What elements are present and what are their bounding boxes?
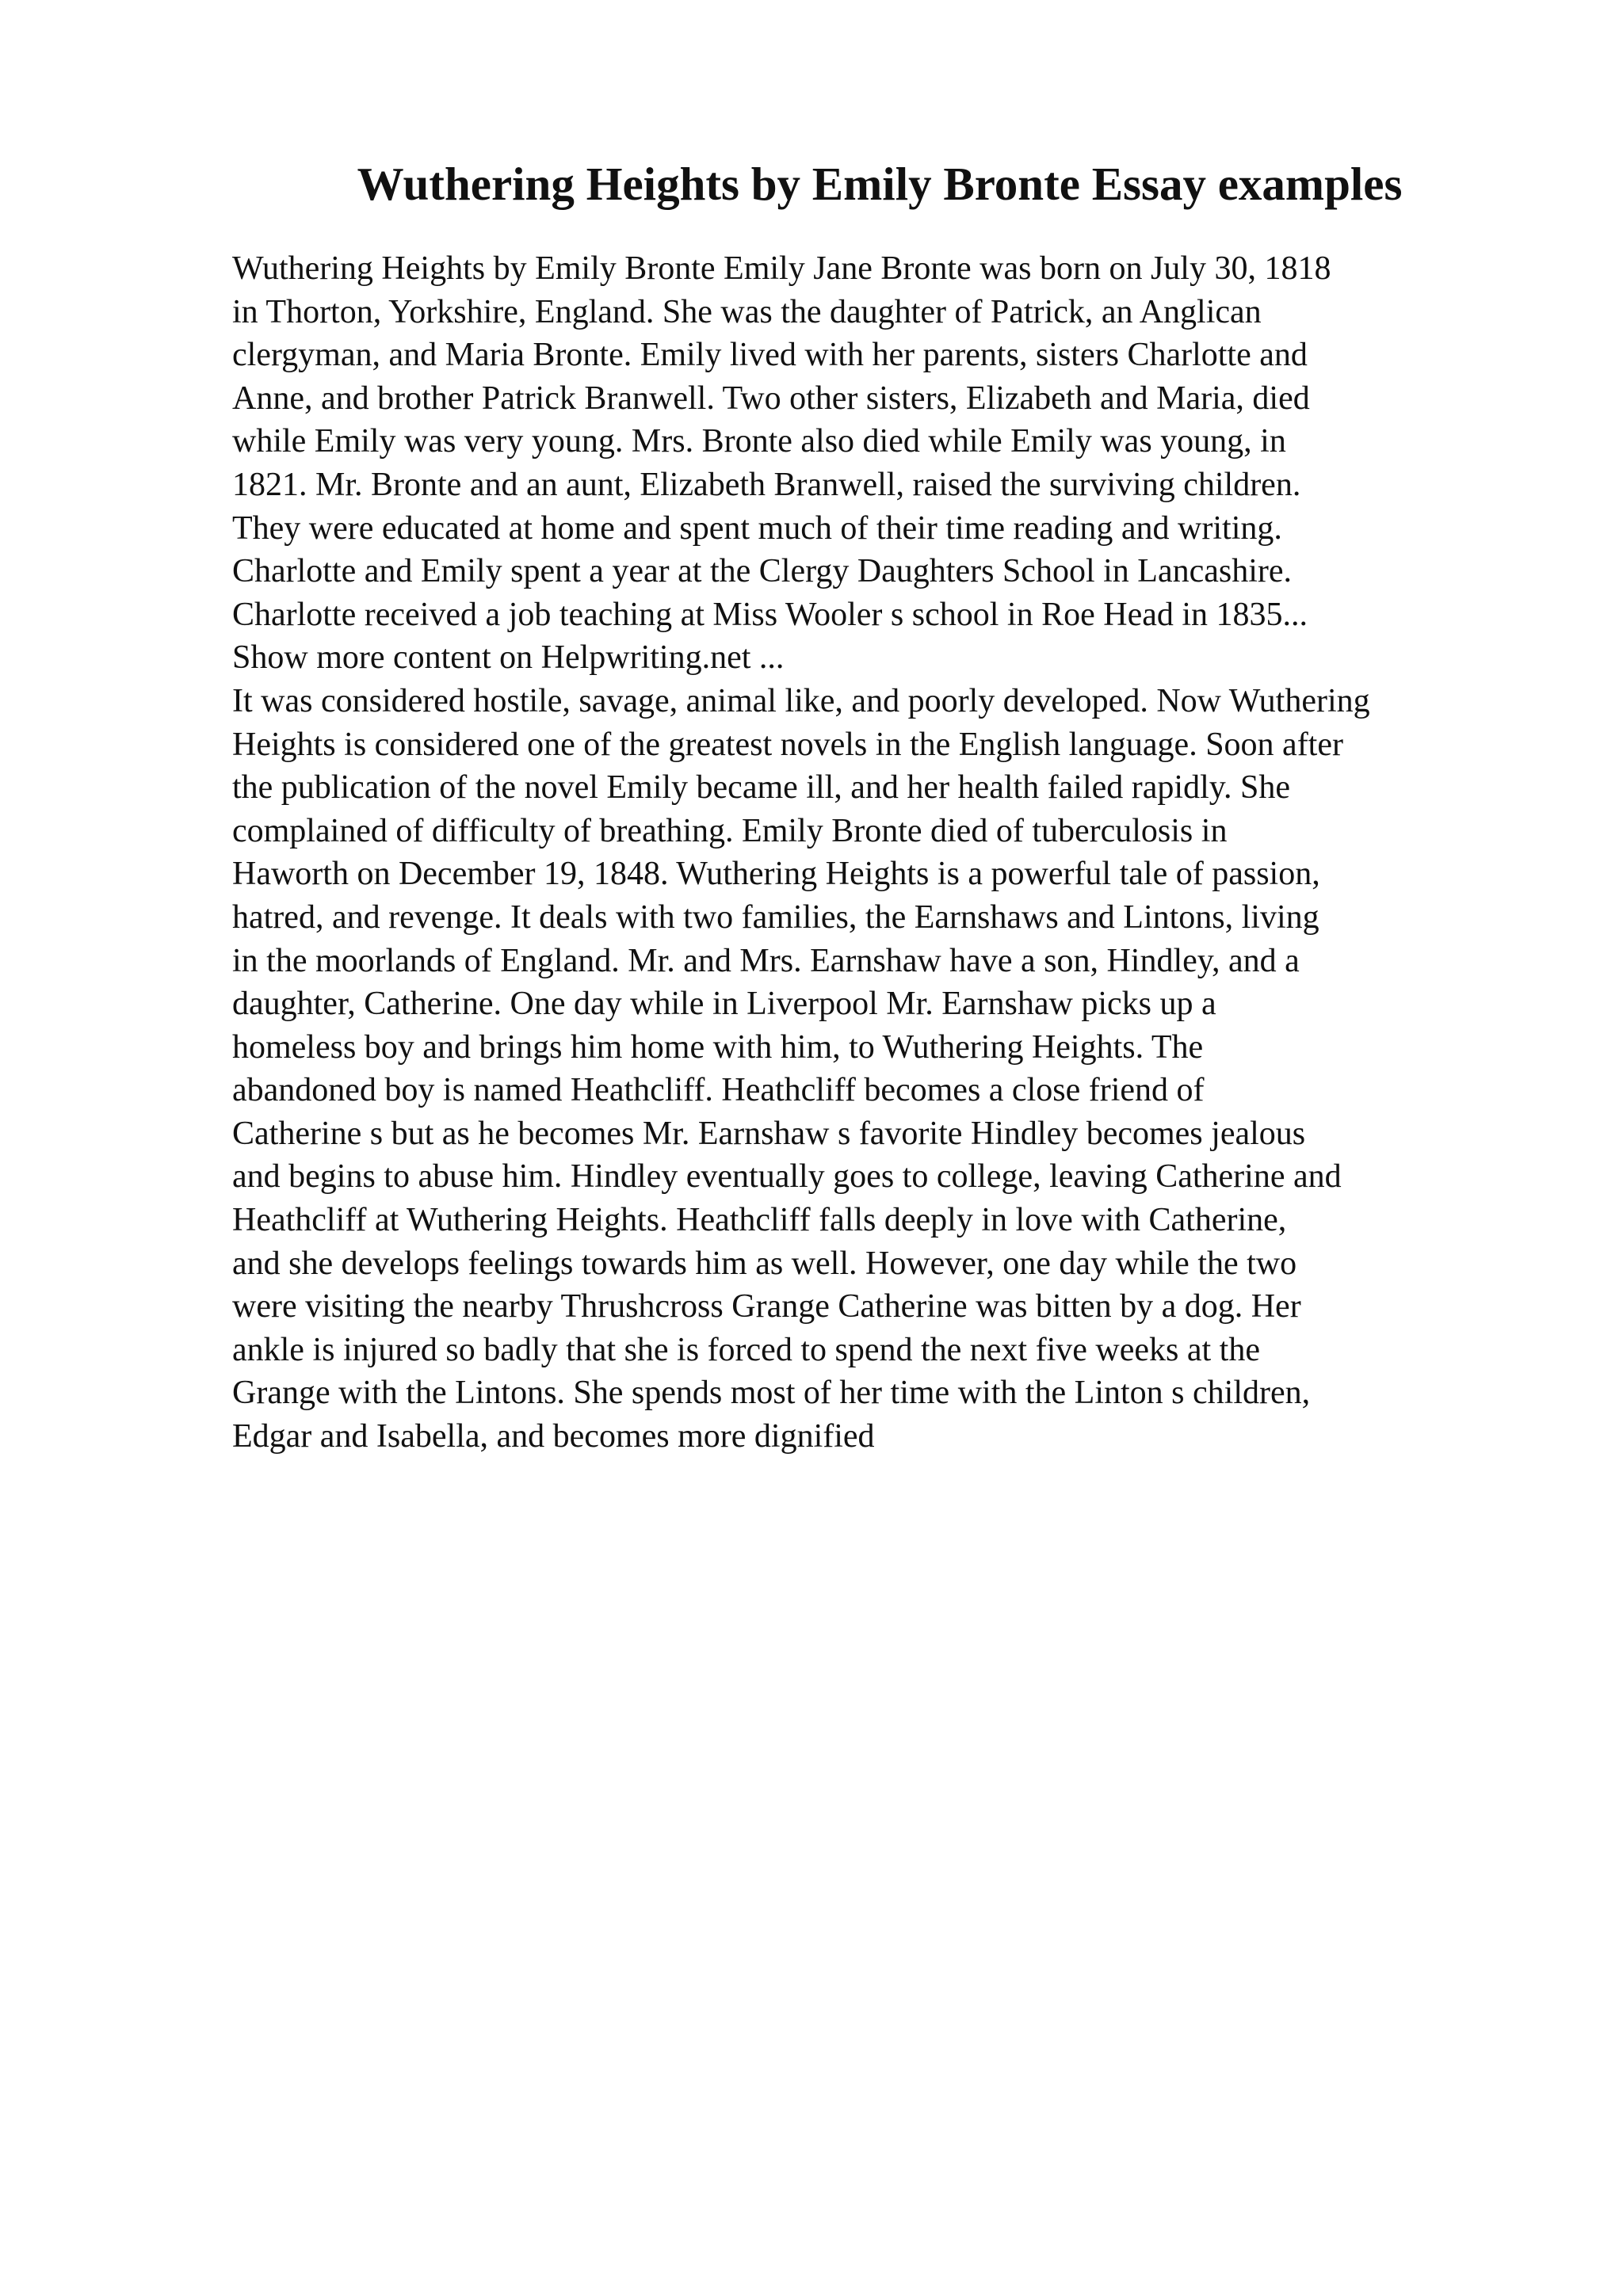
essay-line: Haworth on December 19, 1848. Wuthering Heights is a powerful tale of passion, xyxy=(232,856,1320,893)
essay-line: the publication of the novel Emily became ill, and her health failed rapidly. She xyxy=(232,769,1291,807)
essay-line: Charlotte and Emily spent a year at the Clergy Daughters School in Lancashire. xyxy=(232,553,1293,590)
essay-line: complained of difficulty of breathing. Emily Bronte died of tuberculosis in xyxy=(232,812,1228,849)
essay-line: Heathcliff at Wuthering Heights. Heathcliff falls deeply in love with Catherine, xyxy=(232,1202,1287,1239)
essay-line: and begins to abuse him. Hindley eventually goes to college, leaving Catherine and xyxy=(232,1158,1342,1196)
essay-line: Catherine s but as he becomes Mr. Earnshaw s favorite Hindley becomes jealous xyxy=(232,1115,1306,1152)
essay-line: while Emily was very young. Mrs. Bronte also died while Emily was young, in xyxy=(232,423,1286,460)
essay-line: homeless boy and brings him home with him, to Wuthering Heights. The xyxy=(232,1028,1204,1066)
essay-line: They were educated at home and spent much of their time reading and writing. xyxy=(232,509,1282,547)
essay-line: abandoned boy is named Heathcliff. Heathcliff becomes a close friend of xyxy=(232,1072,1205,1109)
essay-line: hatred, and revenge. It deals with two families, the Earnshaws and Lintons, living xyxy=(232,898,1319,936)
essay-line: daughter, Catherine. One day while in Liverpool Mr. Earnshaw picks up a xyxy=(232,986,1216,1023)
essay-line: Wuthering Heights by Emily Bronte Emily Jane Bronte was born on July 30, 1818 xyxy=(232,250,1331,287)
essay-line: were visiting the nearby Thrushcross Grange Catherine was bitten by a dog. Her xyxy=(232,1288,1301,1325)
essay-line: and she develops feelings towards him as well. However, one day while the two xyxy=(232,1245,1297,1282)
essay-line: in Thorton, Yorkshire, England. She was the daughter of Patrick, an Anglican xyxy=(232,293,1262,330)
essay-line: in the moorlands of England. Mr. and Mrs. Earnshaw have a son, Hindley, and a xyxy=(232,942,1300,979)
essay-body xyxy=(232,247,1595,1459)
document-title: Wuthering Heights by Emily Bronte Essay examples xyxy=(357,158,1403,210)
essay-line: clergyman, and Maria Bronte. Emily lived with her parents, sisters Charlotte and xyxy=(232,337,1308,374)
show-more-link[interactable]: Show more content on Helpwriting.net ... xyxy=(232,639,785,677)
essay-line: 1821. Mr. Bronte and an aunt, Elizabeth Branwell, raised the surviving children. xyxy=(232,466,1301,503)
essay-line: Anne, and brother Patrick Branwell. Two other sisters, Elizabeth and Maria, died xyxy=(232,379,1310,417)
essay-line: Charlotte received a job teaching at Miss Wooler s school in Roe Head in 1835... xyxy=(232,596,1308,633)
essay-line: ankle is injured so badly that she is forced to spend the next five weeks at the xyxy=(232,1331,1260,1368)
essay-line: Edgar and Isabella, and becomes more dignified xyxy=(232,1418,875,1455)
essay-line: Grange with the Lintons. She spends most of her time with the Linton s children, xyxy=(232,1375,1311,1412)
essay-line: It was considered hostile, savage, animal like, and poorly developed. Now Wuthering xyxy=(232,682,1370,719)
essay-line: Heights is considered one of the greatest novels in the English language. Soon after xyxy=(232,726,1343,763)
